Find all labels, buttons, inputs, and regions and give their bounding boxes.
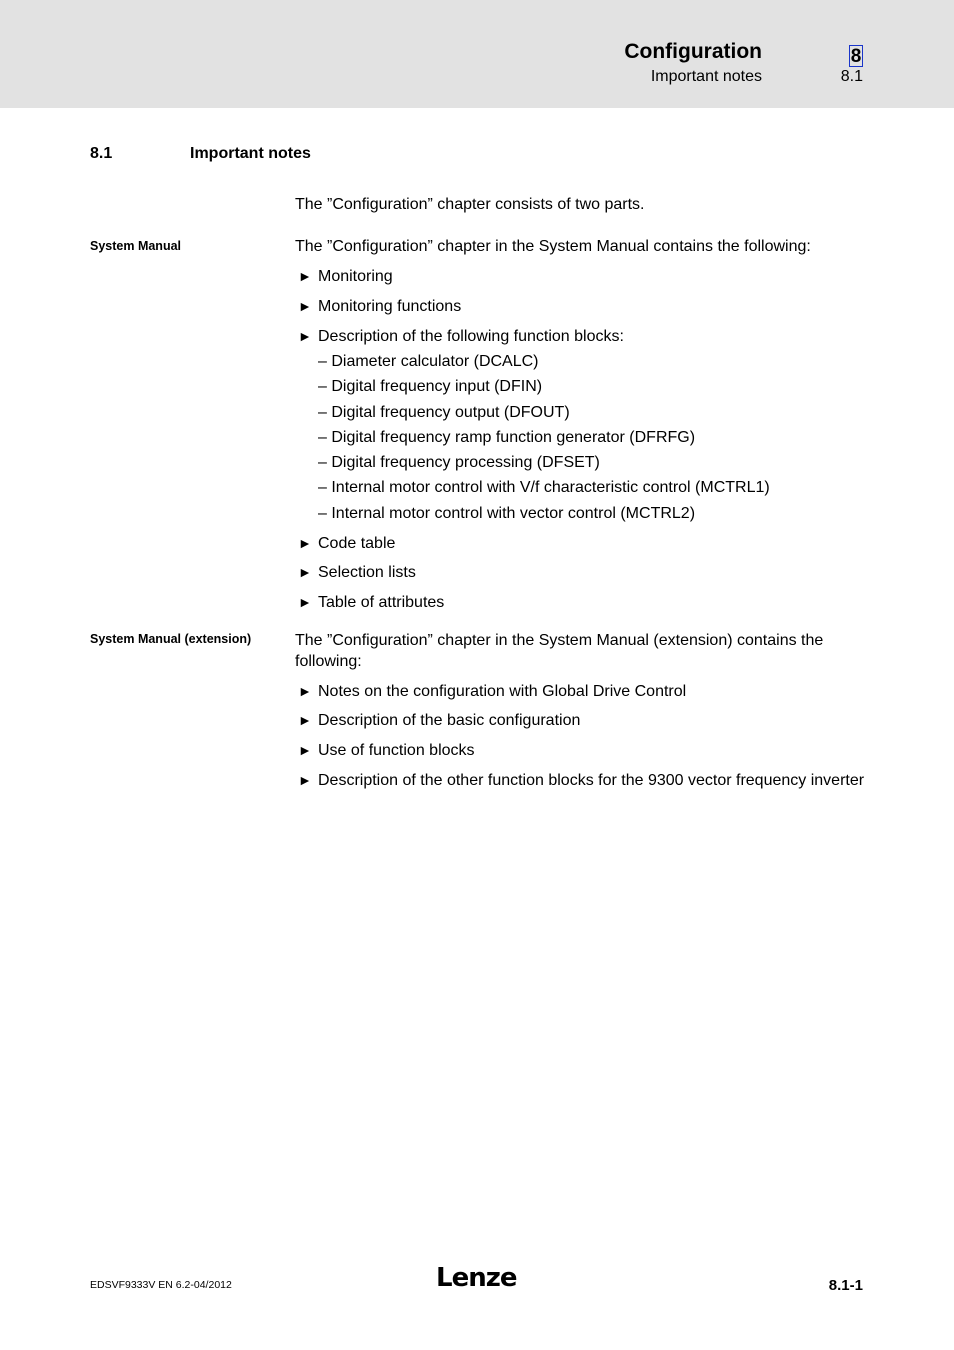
function-block-item: – Digital frequency output (DFOUT) (318, 404, 570, 421)
list-item (298, 533, 870, 554)
list-item (298, 740, 870, 761)
list-item (298, 710, 870, 731)
system-manual-lead: The ”Configuration” chapter in the System Manual contains the following: (295, 238, 811, 255)
bullet-arrow-icon: ► (298, 683, 312, 699)
intro-paragraph: The ”Configuration” chapter consists of two parts. (295, 196, 645, 213)
footer-page-number: 8.1-1 (828, 1277, 863, 1294)
chapter-number-link[interactable]: 8 (850, 46, 862, 67)
section-number: 8.1 (90, 145, 113, 162)
list-item-text: Description of the basic configuration (318, 712, 581, 729)
lenze-logo: Lenze (436, 1263, 517, 1293)
function-block-item: – Digital frequency ramp function generator (DFRFG) (318, 429, 696, 446)
function-block-item: – Internal motor control with V/f characteristic control (MCTRL1) (318, 479, 770, 496)
bullet-arrow-icon: ► (298, 742, 312, 758)
list-item-text: Table of attributes (318, 594, 445, 611)
bullet-arrow-icon: ► (298, 594, 312, 610)
list-item (298, 266, 870, 287)
list-item-text: Notes on the configuration with Global Drive Control (318, 683, 687, 700)
system-manual-extension-lead: The ”Configuration” chapter in the System Manual (extension) contains the following: (295, 632, 824, 670)
list-item (298, 326, 870, 347)
list-item (298, 562, 870, 583)
list-item-text: Use of function blocks (318, 742, 475, 759)
list-item-text: Code table (318, 535, 396, 552)
list-item-text: Selection lists (318, 564, 416, 581)
function-block-item: – Digital frequency processing (DFSET) (318, 454, 600, 471)
footer-document-id: EDSVF9333V EN 6.2-04/2012 (90, 1279, 232, 1291)
header-band (0, 0, 954, 108)
side-label-system-manual: System Manual (90, 239, 182, 253)
section-title: Important notes (190, 145, 311, 162)
bullet-arrow-icon: ► (298, 298, 312, 314)
function-block-item: – Internal motor control with vector control (MCTRL2) (318, 505, 696, 522)
list-item (298, 592, 870, 613)
bullet-arrow-icon: ► (298, 712, 312, 728)
list-item-text: Monitoring functions (318, 298, 462, 315)
bullet-arrow-icon: ► (298, 535, 312, 551)
list-item (298, 296, 870, 317)
list-item (298, 770, 870, 791)
bullet-arrow-icon: ► (298, 772, 312, 788)
side-label-system-manual-extension: System Manual (extension) (90, 632, 252, 646)
function-block-item: – Diameter calculator (DCALC) (318, 353, 539, 370)
list-item-text: Description of the following function blocks: (318, 328, 624, 345)
bullet-arrow-icon: ► (298, 268, 312, 284)
list-item-text: Description of the other function blocks for the 9300 vector frequency inverter (318, 772, 865, 789)
bullet-arrow-icon: ► (298, 328, 312, 344)
header-subtitle: Important notes (650, 68, 762, 85)
list-item (298, 681, 870, 702)
header-title: Configuration (624, 40, 762, 63)
bullet-arrow-icon: ► (298, 564, 312, 580)
list-item-text: Monitoring (318, 268, 393, 285)
header-section-number: 8.1 (840, 68, 863, 85)
function-block-item: – Digital frequency input (DFIN) (318, 378, 543, 395)
